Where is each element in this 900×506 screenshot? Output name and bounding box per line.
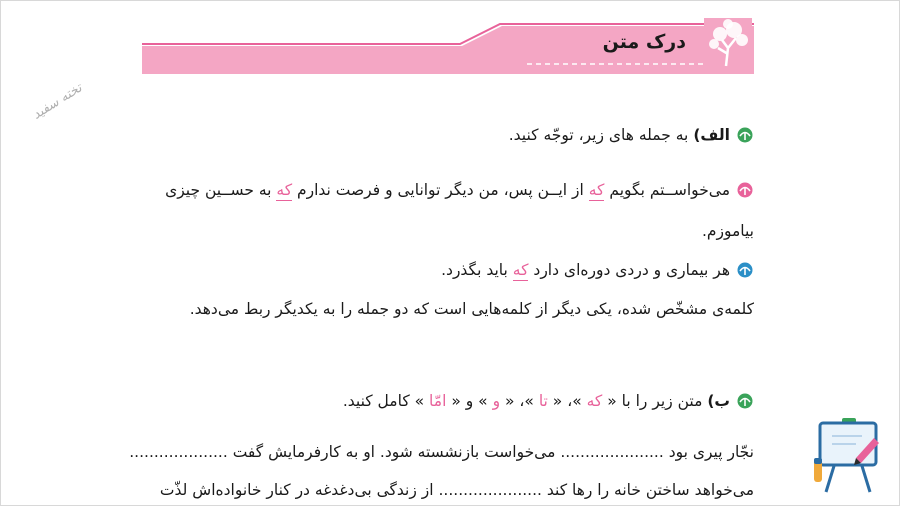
sentence-1-continued: بیاموزم. — [701, 222, 754, 240]
section-b-instruction-a: متن زیر را با « — [602, 392, 703, 410]
word-option: امّا — [429, 392, 447, 410]
section-a-instruction: به جمله های زیر، توجّه کنید. — [508, 126, 689, 144]
sentence-1-text-b: از ایــن پس، من دیگر توانایی و فرصت ندارم — [292, 181, 589, 199]
leaf-bullet-icon — [736, 182, 754, 198]
leaf-bullet-icon — [736, 262, 754, 278]
section-a-heading — [509, 126, 754, 144]
section-header-banner — [142, 18, 754, 74]
whiteboard-icon[interactable] — [812, 418, 884, 494]
fill-blank-line-1: نجّار پیری بود ..................... می‌خواست بازنشسته شود. او به کارفرمایش گفت .................... — [129, 443, 754, 461]
section-b-heading — [343, 392, 754, 410]
watermark: تخته سفید — [30, 80, 85, 123]
leaf-bullet-icon — [736, 393, 754, 409]
word-option: که — [586, 392, 603, 410]
sentence-1-text-c: به حســین چیزی — [165, 181, 277, 199]
section-b-label: ب) — [707, 392, 730, 410]
section-title: درک متن — [602, 31, 686, 53]
section-b-instruction-b: » کامل کنید. — [342, 392, 430, 410]
tree-icon — [704, 18, 752, 68]
sentence-2-text-a: هر بیماری و دردی دوره‌ای دارد — [528, 261, 730, 279]
separator: »، « — [500, 392, 539, 410]
sentence-1 — [165, 181, 754, 199]
fill-blank-line-2: می‌خواهد ساختن خانه را رها کند ..................... از زندگی بی‌دغدغه در کنار خانواده‌اش لذّت — [159, 481, 754, 499]
sentence-2 — [441, 261, 754, 279]
sentence-1-text-a: می‌خواســتم بگویم — [604, 181, 730, 199]
separator: »، « — [547, 392, 587, 410]
section-a-label: الف) — [693, 126, 730, 144]
conjunction-highlight: که — [588, 181, 605, 199]
conjunction-highlight: که — [512, 261, 529, 279]
sentence-2-text-b: باید بگذرد. — [441, 261, 513, 279]
separator: » و « — [446, 392, 493, 410]
conjunction-highlight: که — [276, 181, 293, 199]
explanation-text: کلمه‌ی مشخّص شده، یکی دیگر از کلمه‌هایی است که دو جمله را به یکدیگر ربط می‌دهد. — [189, 300, 754, 318]
leaf-bullet-icon — [736, 127, 754, 143]
word-option: تا — [538, 392, 548, 410]
word-option: و — [492, 392, 501, 410]
